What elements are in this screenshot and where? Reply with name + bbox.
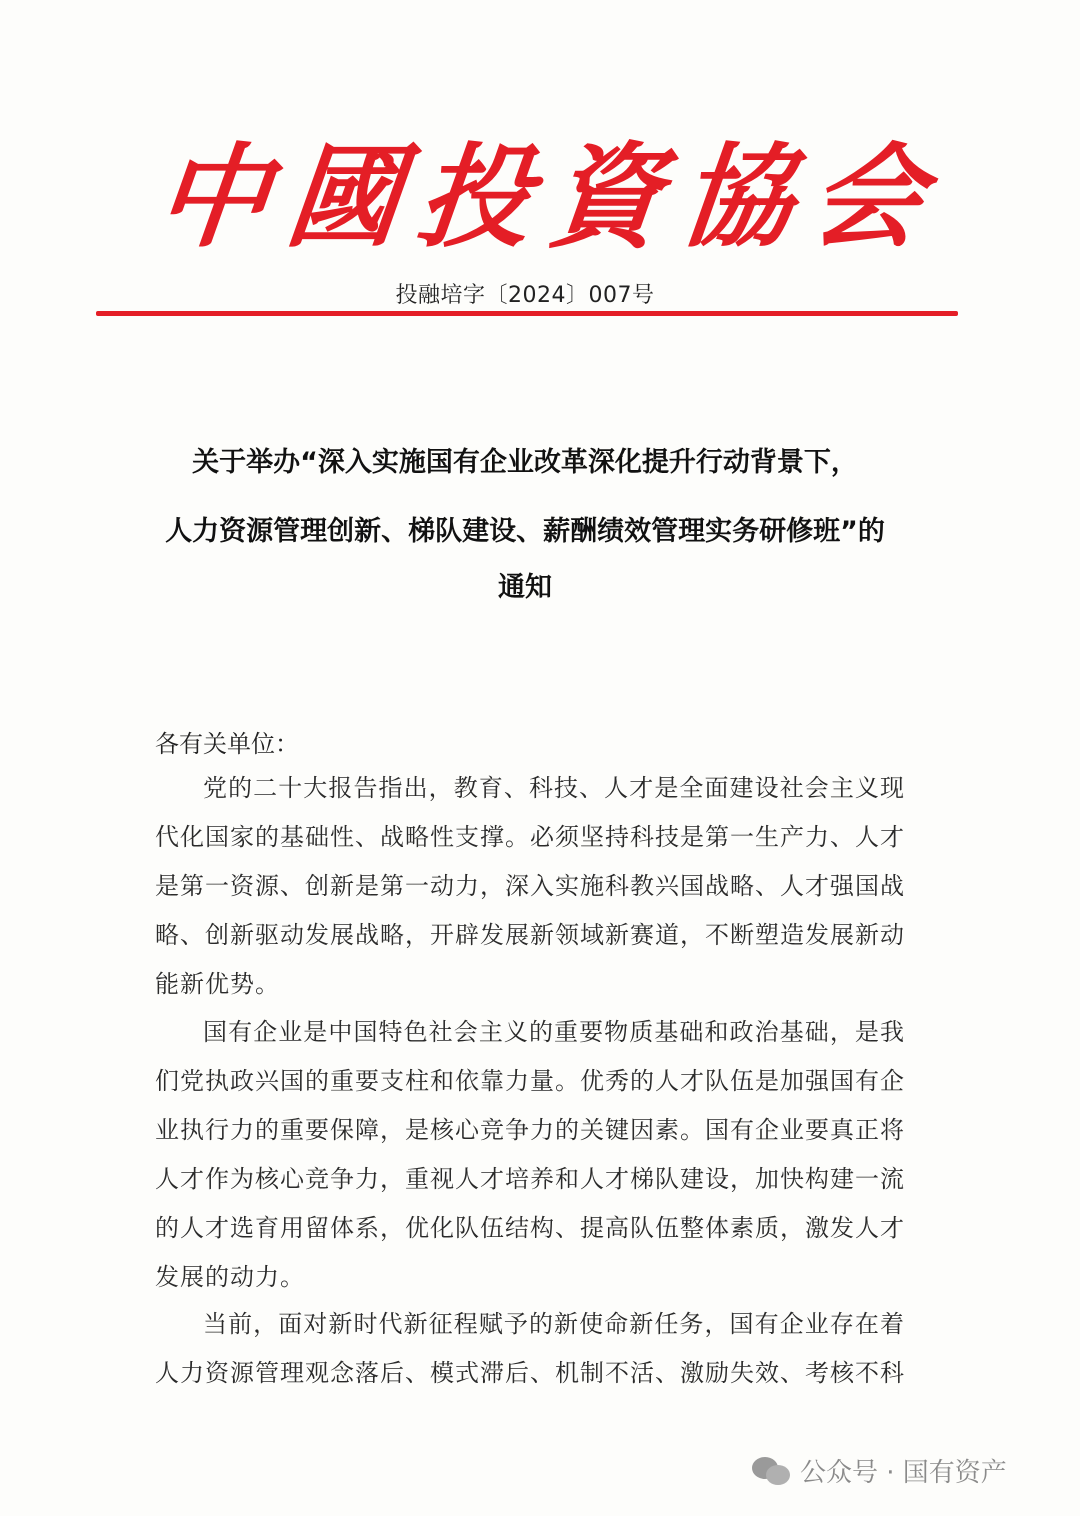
masthead-char: 資 xyxy=(542,132,669,263)
title-line-2: 人力资源管理创新、梯队建设、薪酬绩效管理实务研修班”的 xyxy=(165,516,885,547)
title-line-1: 关于举办“深入实施国有企业改革深化提升行动背景下， xyxy=(192,447,858,478)
body-paragraph: 当前，面对新时代新征程赋予的新使命新任务，国有企业存在着人力资源管理观念落后、模式滞后、机制不活、激励失效、考核不科 xyxy=(155,1310,905,1387)
masthead-char: 会 xyxy=(804,132,931,263)
body-paragraph: 国有企业是中国特色社会主义的重要物质基础和政治基础，是我们党执政兴国的重要支柱和依靠力量。优秀的人才队伍是加强国有企业执行力的重要保障，是核心竞争力的关键因素。国有企业要真正将人才作为核心竞争力，重视人才培养和人才梯队建设，加快构建一流的人才选育用留体系，优化队伍结构、提高队伍整体素质，激发人才发展的动力。 xyxy=(155,1018,905,1291)
masthead-char: 國 xyxy=(280,132,407,263)
masthead-char: 中 xyxy=(149,132,276,263)
document-number: 投融培字〔2024〕007号 xyxy=(395,283,655,308)
org-masthead-logo xyxy=(150,128,930,268)
watermark-text: 公众号 · 国有资产 xyxy=(800,1458,1007,1488)
wechat-watermark xyxy=(752,1452,1007,1489)
masthead-char: 協 xyxy=(673,132,800,263)
masthead-char: 投 xyxy=(411,132,538,263)
wechat-icon xyxy=(752,1455,792,1487)
body-paragraph: 党的二十大报告指出，教育、科技、人才是全面建设社会主义现代化国家的基础性、战略性支撑。必须坚持科技是第一生产力、人才是第一资源、创新是第一动力，深入实施科教兴国战略、人才强国战略、创新驱动发展战略，开辟发展新领域新赛道，不断塑造发展新动能新优势。 xyxy=(155,774,905,998)
red-divider xyxy=(96,311,958,316)
title-line-3: 通知 xyxy=(498,572,552,603)
salutation: 各有关单位： xyxy=(155,730,299,758)
